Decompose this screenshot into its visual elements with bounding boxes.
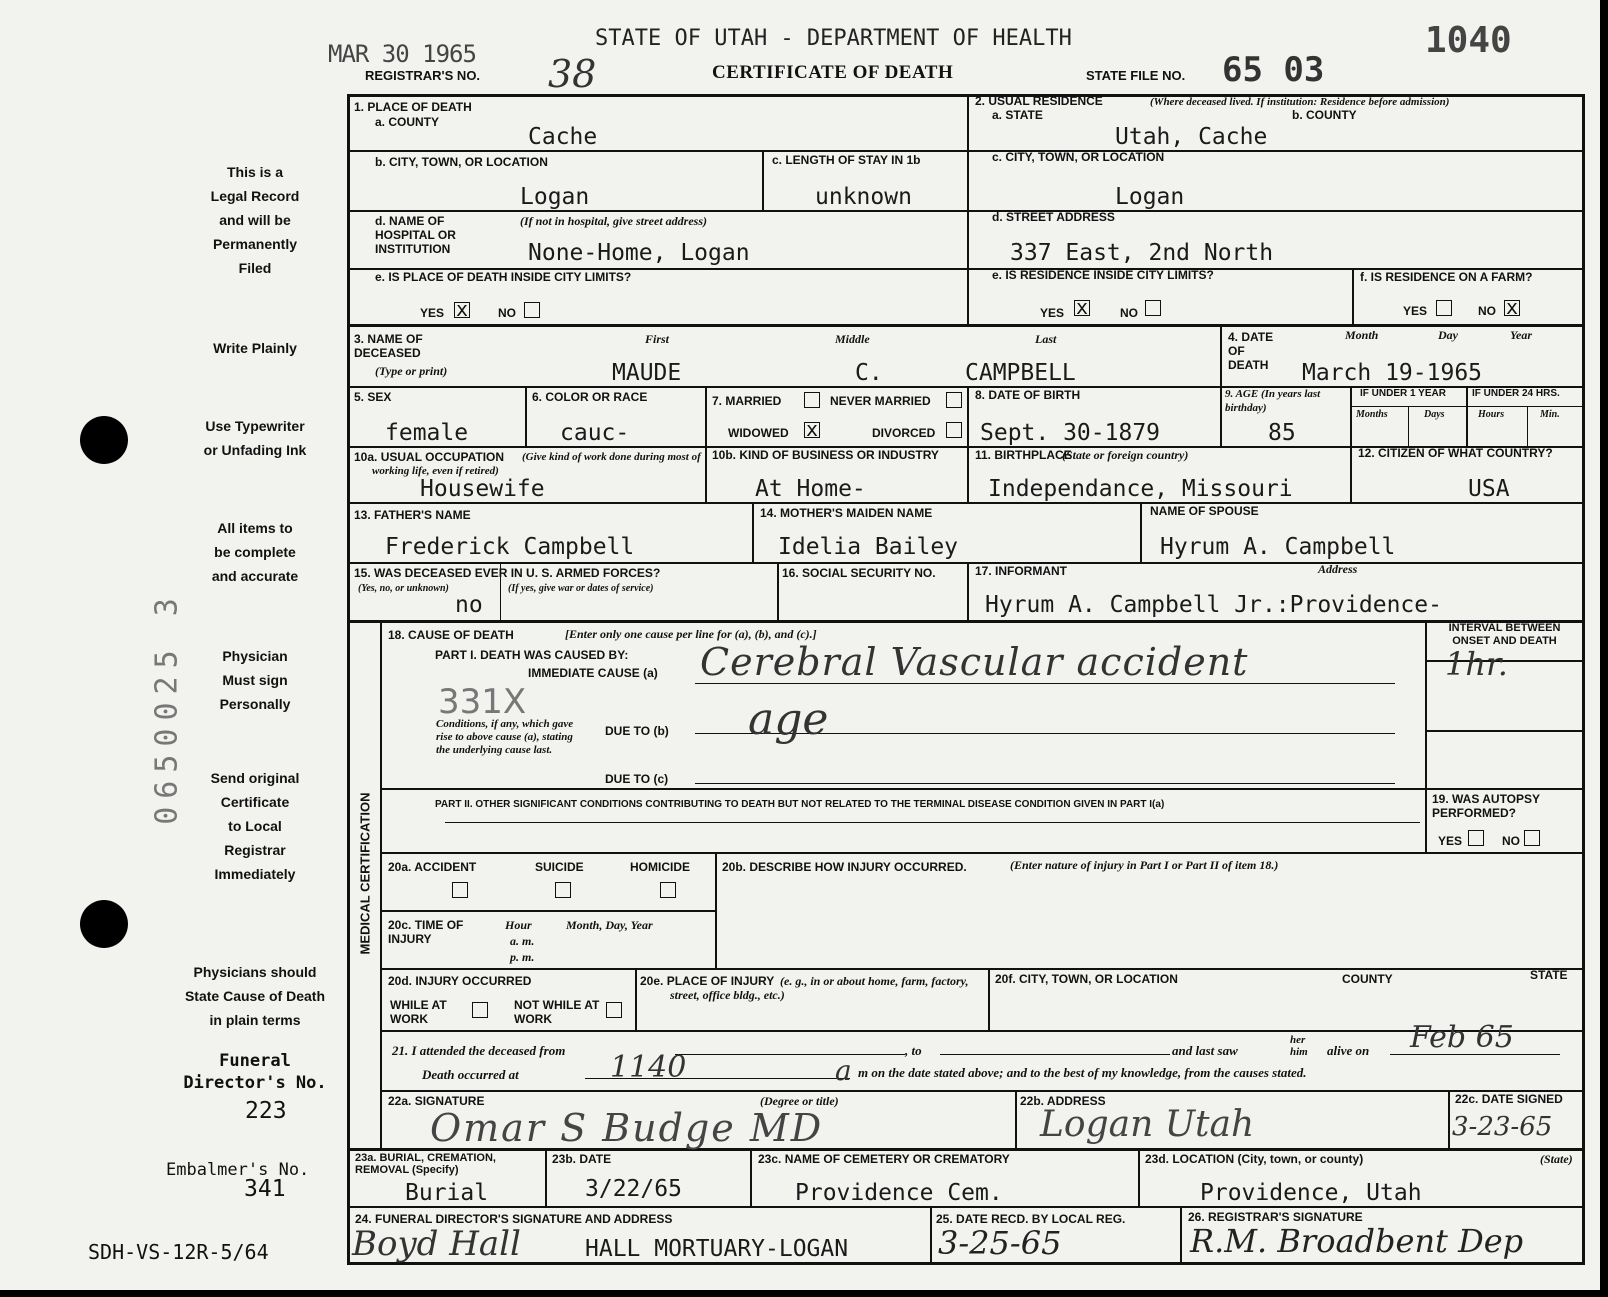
label-year: Year bbox=[1510, 328, 1532, 342]
label-accident: 20a. ACCIDENT bbox=[388, 860, 477, 874]
label-part-1: PART I. DEATH WAS CAUSED BY: bbox=[435, 648, 629, 662]
state-file-no: 65 03 bbox=[1222, 50, 1325, 90]
label-under-24-hrs: IF UNDER 24 HRS. bbox=[1472, 388, 1560, 399]
vertical-document-number: 0650025 3 bbox=[149, 590, 185, 825]
funeral-director-no: 223 bbox=[245, 1098, 287, 1124]
label-informant: 17. INFORMANT bbox=[975, 564, 1068, 578]
label-to: , to bbox=[905, 1043, 922, 1058]
label-armed-note2: (If yes, give war or dates of service) bbox=[508, 583, 654, 594]
label-birthplace-note: (State or foreign country) bbox=[1062, 448, 1189, 462]
label-injury-state: STATE bbox=[1530, 968, 1568, 982]
label-last: Last bbox=[1035, 332, 1057, 346]
serial-number: 1040 bbox=[1425, 20, 1512, 61]
autopsy-yes-checkbox[interactable] bbox=[1468, 830, 1484, 846]
value-street: 337 East, 2nd North bbox=[1010, 240, 1274, 266]
value-burial-location: Providence, Utah bbox=[1200, 1180, 1422, 1206]
received-stamp: MAR 30 1965 bbox=[328, 40, 476, 68]
label-date-stated: m on the date stated above; and to the best of my knowledge, from the causes stated. bbox=[858, 1065, 1307, 1080]
label-res-county: b. COUNTY bbox=[1292, 108, 1357, 122]
value-length-of-stay: unknown bbox=[815, 184, 912, 210]
farm-yes-checkbox[interactable] bbox=[1436, 300, 1452, 316]
no-label: NO bbox=[1502, 834, 1520, 848]
label-res-city: c. CITY, TOWN, OR LOCATION bbox=[992, 150, 1165, 164]
yes-label: YES bbox=[1040, 306, 1065, 320]
value-mortuary: HALL MORTUARY-LOGAN bbox=[585, 1236, 849, 1262]
label-injury-county: COUNTY bbox=[1342, 972, 1393, 986]
label-burial-date: 23b. DATE bbox=[552, 1152, 612, 1166]
label-city: b. CITY, TOWN, OR LOCATION bbox=[375, 155, 548, 169]
physician-signature: Omar S Budge MD bbox=[430, 1106, 824, 1150]
medical-certification-vertical: MEDICAL CERTIFICATION bbox=[357, 792, 373, 955]
label-address: Address bbox=[1318, 562, 1358, 576]
label-type-print: (Type or print) bbox=[375, 364, 448, 378]
label-sig-address: 22b. ADDRESS bbox=[1020, 1094, 1106, 1108]
label-sex: 5. SEX bbox=[354, 390, 392, 404]
value-city: Logan bbox=[520, 184, 590, 210]
embalmer-no: 341 bbox=[244, 1176, 286, 1202]
label-date-signed: 22c. DATE SIGNED bbox=[1455, 1092, 1563, 1106]
yes-label: YES bbox=[1438, 834, 1463, 848]
label-age: 9. AGE (In years last birthday) bbox=[1225, 388, 1321, 414]
label-pm: p. m. bbox=[510, 950, 535, 964]
certificate-title: CERTIFICATE OF DEATH bbox=[712, 62, 954, 83]
value-death-time: 1140 bbox=[610, 1050, 687, 1085]
label-death-occurred: Death occurred at bbox=[422, 1067, 519, 1082]
label-state-paren: (State) bbox=[1540, 1152, 1573, 1166]
label-middle: Middle bbox=[835, 332, 870, 346]
label-due-to-b: DUE TO (b) bbox=[605, 724, 669, 738]
widowed-checkbox[interactable] bbox=[804, 417, 820, 441]
label-usual-residence: 2. USUAL RESIDENCE bbox=[975, 94, 1103, 108]
write-plainly-note: Write Plainly bbox=[213, 340, 297, 356]
label-place-injury-note: (e. g., in or about home, farm, factory, street, office bldg., etc.) bbox=[670, 974, 969, 1002]
label-day: Day bbox=[1438, 328, 1458, 342]
value-birthplace: Independance, Missouri bbox=[988, 476, 1293, 502]
label-months: Months bbox=[1356, 409, 1388, 420]
label-first: First bbox=[645, 332, 670, 346]
value-first-name: MAUDE bbox=[612, 360, 682, 386]
funeral-director-signature: Boyd Hall bbox=[352, 1224, 521, 1264]
punch-hole-top bbox=[80, 416, 128, 464]
label-business: 10b. KIND OF BUSINESS OR INDUSTRY bbox=[712, 448, 939, 462]
label-immediate-cause: IMMEDIATE CAUSE (a) bbox=[528, 666, 658, 680]
value-res-state-county: Utah, Cache bbox=[1115, 124, 1268, 150]
label-days: Days bbox=[1424, 409, 1445, 420]
label-injury-note: (Enter nature of injury in Part I or Part II of item 18.) bbox=[1010, 858, 1279, 872]
label-street: d. STREET ADDRESS bbox=[992, 210, 1115, 224]
value-business: At Home- bbox=[755, 476, 866, 502]
cause-terms-note: Physicians should State Cause of Death in plain terms bbox=[184, 964, 326, 1028]
value-mother: Idelia Bailey bbox=[778, 534, 959, 560]
value-informant: Hyrum A. Campbell Jr.:Providence- bbox=[985, 592, 1442, 618]
label-not-while-at-work: NOT WHILE AT WORK bbox=[514, 998, 600, 1026]
form-number: SDH-VS-12R-5/64 bbox=[88, 1240, 269, 1264]
accident-checkbox[interactable] bbox=[452, 882, 468, 898]
registrars-no: 38 bbox=[548, 52, 597, 96]
label-alive-on: alive on bbox=[1327, 1043, 1370, 1058]
label-widowed: WIDOWED bbox=[728, 426, 789, 440]
label-injury-occurred: 20d. INJURY OCCURRED bbox=[388, 974, 532, 988]
label-name-deceased: 3. NAME OF DECEASED bbox=[354, 332, 423, 360]
label-attended-from: 21. I attended the deceased from bbox=[392, 1043, 566, 1058]
label-homicide: HOMICIDE bbox=[630, 860, 690, 874]
label-res-inside-city: e. IS RESIDENCE INSIDE CITY LIMITS? bbox=[992, 268, 1214, 282]
value-cemetery: Providence Cem. bbox=[795, 1180, 1003, 1206]
embalmer-no-label: Embalmer's No. bbox=[166, 1160, 310, 1180]
yes-label: YES bbox=[1403, 304, 1428, 318]
form-border-bottom bbox=[347, 1262, 1585, 1265]
no-label: NO bbox=[1120, 306, 1138, 320]
physician-address: Logan Utah bbox=[1040, 1104, 1255, 1145]
label-under-1-year: IF UNDER 1 YEAR bbox=[1360, 388, 1446, 399]
value-interval: 1hr. bbox=[1445, 645, 1508, 683]
label-conditions: Conditions, if any, which gave rise to above cause (a), stating the underlying cause last. bbox=[436, 718, 574, 756]
cause-code: 331X bbox=[438, 682, 527, 722]
value-burial: Burial bbox=[405, 1180, 489, 1206]
label-citizen: 12. CITIZEN OF WHAT COUNTRY? bbox=[1358, 446, 1553, 460]
label-divorced: DIVORCED bbox=[872, 426, 936, 440]
label-date-received: 25. DATE RECD. BY LOCAL REG. bbox=[936, 1212, 1126, 1226]
label-father: 13. FATHER'S NAME bbox=[354, 508, 471, 522]
value-age: 85 bbox=[1268, 420, 1296, 446]
label-cause-note: [Enter only one cause per line for (a), (b), and (c).] bbox=[565, 627, 817, 641]
never-married-checkbox[interactable] bbox=[946, 392, 962, 408]
value-res-city: Logan bbox=[1115, 184, 1185, 210]
value-father: Frederick Campbell bbox=[385, 534, 635, 560]
value-occupation: Housewife bbox=[420, 476, 545, 502]
label-place-of-death: 1. PLACE OF DEATH bbox=[354, 100, 472, 114]
value-sex: female bbox=[385, 420, 469, 446]
label-farm: f. IS RESIDENCE ON A FARM? bbox=[1360, 270, 1533, 284]
label-interval: INTERVAL BETWEEN ONSET AND DEATH bbox=[1448, 622, 1561, 647]
department-title: STATE OF UTAH - DEPARTMENT OF HEALTH bbox=[595, 26, 1072, 51]
label-her-him: her him bbox=[1290, 1034, 1308, 1058]
label-res-state: a. STATE bbox=[992, 108, 1043, 122]
label-month: Month bbox=[1345, 328, 1379, 342]
res-city-no-checkbox[interactable] bbox=[1145, 300, 1161, 316]
yes-label: YES bbox=[420, 306, 445, 320]
legal-record-note: This is a Legal Record and will be Permanently Filed bbox=[210, 164, 300, 276]
label-am: a. m. bbox=[510, 934, 535, 948]
autopsy-no-checkbox[interactable] bbox=[1524, 830, 1540, 846]
label-injury-city: 20f. CITY, TOWN, OR LOCATION bbox=[995, 972, 1178, 986]
typewriter-note: Use Typewriter or Unfading Ink bbox=[203, 418, 307, 458]
while-at-work-checkbox[interactable] bbox=[472, 1002, 488, 1018]
label-hospital-note: (If not in hospital, give street address) bbox=[520, 214, 708, 228]
send-original-note: Send original Certificate to Local Registrar Immediately bbox=[210, 770, 300, 882]
label-armed-note: (Yes, no, or unknown) bbox=[358, 583, 449, 594]
value-alive-on: Feb 65 bbox=[1410, 1020, 1514, 1055]
label-hospital: d. NAME OF HOSPITAL OR INSTITUTION bbox=[375, 214, 456, 256]
no-label: NO bbox=[1478, 304, 1496, 318]
label-length-of-stay: c. LENGTH OF STAY IN 1b bbox=[772, 153, 921, 167]
label-county: a. COUNTY bbox=[375, 115, 440, 129]
value-middle-name: C. bbox=[855, 360, 883, 386]
label-degree: (Degree or title) bbox=[760, 1094, 839, 1108]
label-burial: 23a. BURIAL, CREMATION, REMOVAL (Specify) bbox=[355, 1152, 496, 1176]
label-cause-of-death: 18. CAUSE OF DEATH bbox=[388, 628, 514, 642]
value-last-name: CAMPBELL bbox=[965, 360, 1076, 386]
label-part-2: PART II. OTHER SIGNIFICANT CONDITIONS CONTRIBUTING TO DEATH BUT NOT RELATED TO THE TERMINAL DISEASE CONDITION GIVEN IN PART I(a) bbox=[435, 799, 1165, 810]
label-funeral-director: 24. FUNERAL DIRECTOR'S SIGNATURE AND ADDRESS bbox=[355, 1212, 673, 1226]
label-due-to-c: DUE TO (c) bbox=[605, 772, 669, 786]
state-file-label: STATE FILE NO. bbox=[1086, 68, 1186, 83]
value-due-to-b: age bbox=[748, 694, 829, 745]
complete-note: All items to be complete and accurate bbox=[211, 520, 299, 584]
not-at-work-checkbox[interactable] bbox=[606, 1002, 622, 1018]
value-death-ampm: a bbox=[835, 1054, 852, 1087]
city-limits-yes-checkbox[interactable] bbox=[454, 297, 470, 321]
label-social-security: 16. SOCIAL SECURITY NO. bbox=[782, 566, 936, 580]
label-time-of-injury: 20c. TIME OF INJURY bbox=[388, 918, 464, 946]
city-limits-no-checkbox[interactable] bbox=[524, 302, 540, 318]
no-label: NO bbox=[498, 306, 516, 320]
label-hours: Hours bbox=[1478, 409, 1505, 420]
value-spouse: Hyrum A. Campbell bbox=[1160, 534, 1396, 560]
suicide-checkbox[interactable] bbox=[555, 882, 571, 898]
registrar-signature: R.M. Broadbent Dep bbox=[1190, 1222, 1524, 1260]
married-checkbox[interactable] bbox=[804, 392, 820, 408]
value-death-date: March 19-1965 bbox=[1302, 360, 1483, 386]
label-min: Min. bbox=[1540, 409, 1560, 420]
label-autopsy: 19. WAS AUTOPSY PERFORMED? bbox=[1432, 792, 1540, 820]
check-mark: x bbox=[456, 297, 469, 321]
label-hour: Hour bbox=[505, 918, 532, 932]
check-mark: x bbox=[1076, 295, 1089, 319]
value-hospital: None-Home, Logan bbox=[528, 240, 750, 266]
value-date-signed: 3-23-65 bbox=[1452, 1112, 1553, 1142]
label-armed-forces: 15. WAS DECEASED EVER IN U. S. ARMED FORCES? bbox=[354, 566, 661, 580]
funeral-director-no-label: Funeral Director's No. bbox=[183, 1051, 327, 1093]
registrars-no-label: REGISTRAR'S NO. bbox=[365, 68, 481, 83]
label-occupation-note: (Give kind of work done during most of working life, even if retired) bbox=[372, 451, 701, 477]
value-citizen: USA bbox=[1468, 476, 1510, 502]
value-county: Cache bbox=[528, 124, 598, 150]
label-spouse: NAME OF SPOUSE bbox=[1150, 504, 1259, 518]
label-while-at-work: WHILE AT WORK bbox=[390, 998, 447, 1026]
homicide-checkbox[interactable] bbox=[660, 882, 676, 898]
label-married: 7. MARRIED bbox=[712, 394, 782, 408]
farm-no-checkbox[interactable] bbox=[1504, 295, 1520, 319]
label-date-of-birth: 8. DATE OF BIRTH bbox=[975, 388, 1081, 402]
divorced-checkbox[interactable] bbox=[946, 422, 962, 438]
value-immediate-cause: Cerebral Vascular accident bbox=[700, 640, 1249, 684]
res-city-yes-checkbox[interactable] bbox=[1074, 295, 1090, 319]
label-place-of-injury: 20e. PLACE OF INJURY bbox=[640, 974, 775, 988]
value-race: cauc- bbox=[560, 420, 630, 446]
label-describe-injury: 20b. DESCRIBE HOW INJURY OCCURRED. bbox=[722, 860, 967, 874]
punch-hole-bottom bbox=[80, 900, 128, 948]
label-cemetery: 23c. NAME OF CEMETERY OR CREMATORY bbox=[758, 1152, 1010, 1166]
value-burial-date: 3/22/65 bbox=[585, 1176, 682, 1202]
label-burial-location: 23d. LOCATION (City, town, or county) bbox=[1145, 1152, 1364, 1166]
physician-sign-note: Physician Must sign Personally bbox=[219, 648, 291, 712]
label-suicide: SUICIDE bbox=[535, 860, 584, 874]
label-mother: 14. MOTHER'S MAIDEN NAME bbox=[760, 506, 933, 520]
check-mark: x bbox=[806, 417, 819, 441]
label-birthplace: 11. BIRTHPLACE bbox=[975, 448, 1072, 462]
value-armed-forces: no bbox=[455, 592, 483, 618]
value-date-of-birth: Sept. 30-1879 bbox=[980, 420, 1161, 446]
label-month-day-year: Month, Day, Year bbox=[566, 918, 653, 932]
label-never-married: NEVER MARRIED bbox=[830, 394, 931, 408]
label-registrar-signature: 26. REGISTRAR'S SIGNATURE bbox=[1188, 1210, 1363, 1224]
label-signature: 22a. SIGNATURE bbox=[388, 1094, 485, 1108]
label-residence-note: (Where deceased lived. If institution: Residence before admission) bbox=[1150, 96, 1450, 108]
label-inside-city-limits: e. IS PLACE OF DEATH INSIDE CITY LIMITS? bbox=[375, 270, 632, 284]
label-occupation: 10a. USUAL OCCUPATION bbox=[354, 450, 505, 464]
value-date-received: 3-25-65 bbox=[938, 1224, 1062, 1262]
label-last-saw: and last saw bbox=[1172, 1043, 1238, 1058]
label-date-of-death: 4. DATE OF DEATH bbox=[1228, 330, 1274, 372]
label-race: 6. COLOR OR RACE bbox=[532, 390, 648, 404]
check-mark: x bbox=[1506, 295, 1519, 319]
